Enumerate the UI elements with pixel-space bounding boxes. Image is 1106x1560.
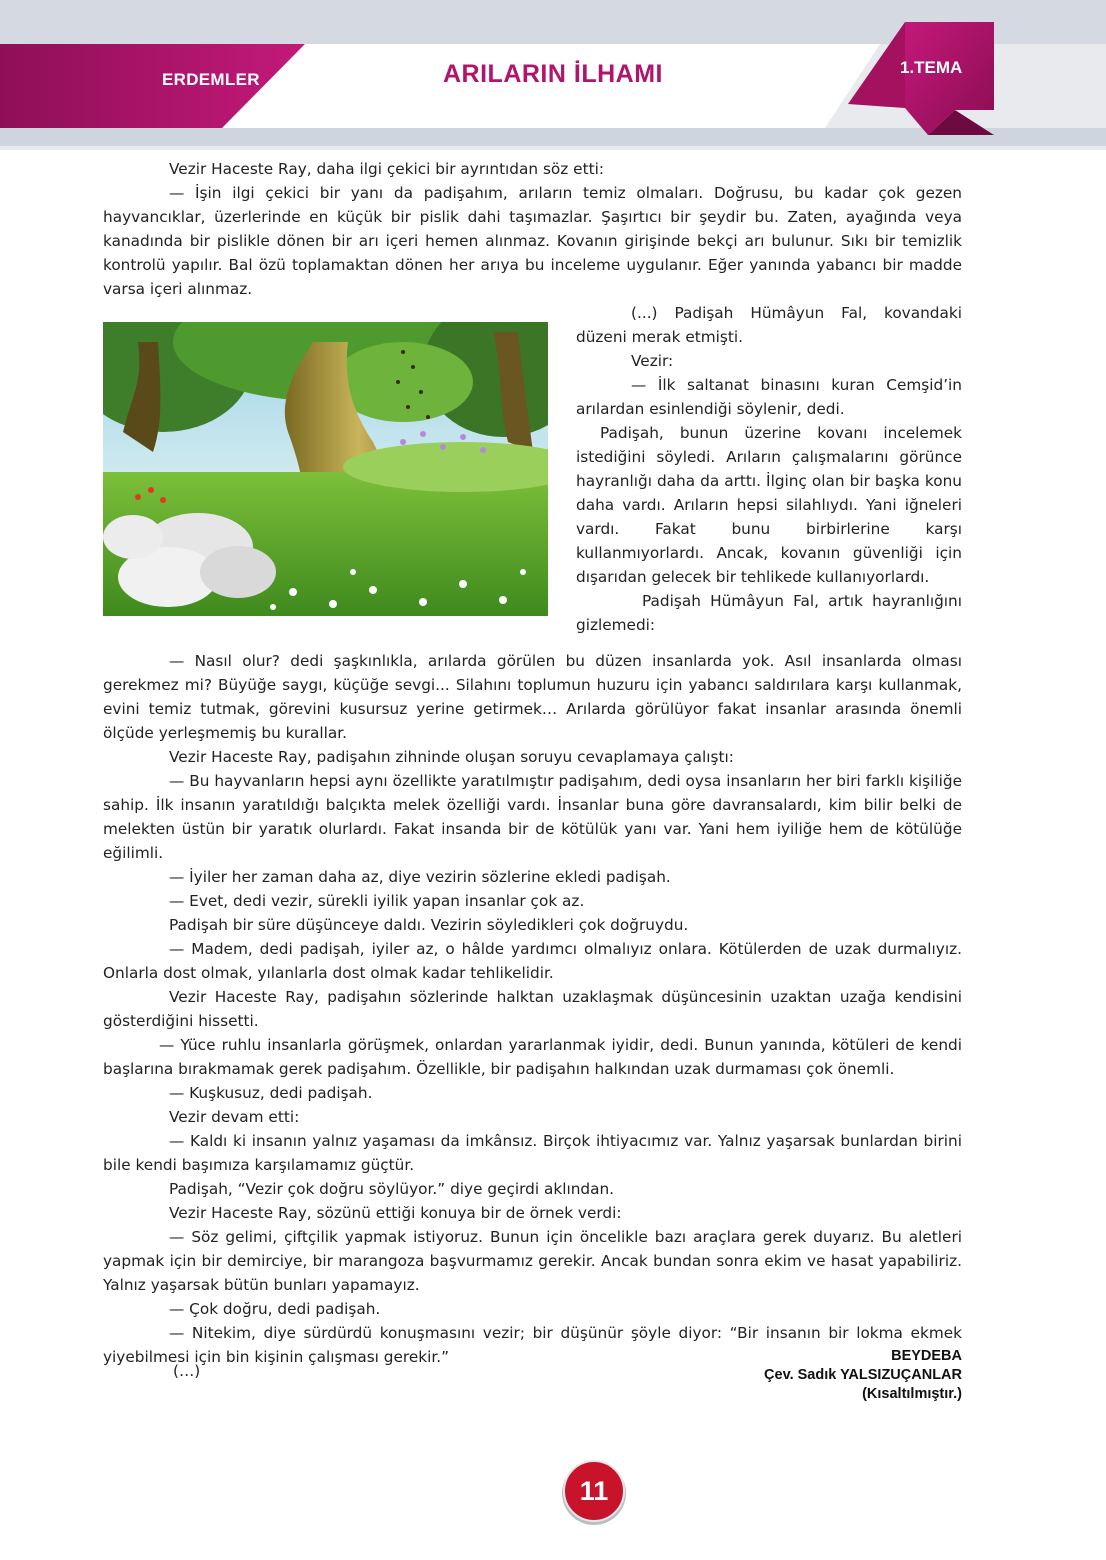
- paragraph: Padişah bir süre düşünceye daldı. Vezirin söyledikleri çok doğruydu.: [169, 916, 689, 934]
- paragraph: — Nasıl olur? dedi şaşkınlıkla, arılarda görülen bu düzen insanlarda yok. Asıl insanlarda olması gerekmez mi? Büyüğe saygı, küçüğe sevgi... Silahını toplumun huzuru için yabancı saldırılara karşı kullanmak, evini temiz tutmak, görevini kusursuz yerine getirmek… Arılarda görülüyor fakat insanlar arasında önemli ölçüde yerleşmemiş bu kurallar.: [103, 652, 962, 742]
- paragraph: Vezir Haceste Ray, padişahın sözlerinde halktan uzaklaşmak düşüncesinin uzaktan uzağa kendisini gösterdiğini hissetti.: [103, 988, 962, 1030]
- paragraph: — Çok doğru, dedi padişah.: [169, 1300, 381, 1318]
- theme-label: 1.TEMA: [900, 58, 963, 77]
- paragraph: — Kuşkusuz, dedi padişah.: [169, 1084, 373, 1102]
- paragraph: Padişah, bunun üzerine kovanı incelemek istediğini söyledi. Arıların çalışmalarını görünce hayranlığı daha da arttı. İlginç olan bir başka konu daha vardı. Arıların hepsi silahlıydı. Yani iğneleri vardı. Fakat bunu birbirlerine karşı kullanmıyorlardı. Ancak, kovanın güvenliği için dışarıdan gelecek bir tehlikede kullanıyorlardı.: [576, 424, 962, 586]
- ending-ellipsis: (…): [173, 1362, 201, 1380]
- paragraph: Vezir Haceste Ray, daha ilgi çekici bir ayrıntıdan söz etti:: [169, 160, 604, 178]
- paragraph: — Evet, dedi vezir, sürekli iyilik yapan insanlar çok az.: [169, 892, 585, 910]
- paragraph: (...) Padişah Hümâyun Fal, kovandaki düzeni merak etmişti.: [576, 304, 962, 346]
- paragraph: Vezir:: [631, 352, 674, 370]
- paragraph: — Madem, dedi padişah, iyiler az, o hâlde yardımcı olmalıyız onlara. Kötülerden de uzak durmalıyız. Onlarla dost olmak, yılanlarla dost olmak kadar tehlikelidir.: [103, 940, 962, 982]
- page-title: ARILARIN İLHAMI: [443, 60, 663, 88]
- paragraph: Padişah Hümâyun Fal, artık hayranlığını gizlemedi:: [576, 592, 962, 634]
- page-number-badge: [560, 1457, 628, 1525]
- paragraph: Vezir Haceste Ray, padişahın zihninde oluşan soruyu cevaplamaya çalıştı:: [169, 748, 734, 766]
- story-text: [103, 157, 962, 1369]
- paragraph: — Kaldı ki insanın yalnız yaşaması da imkânsız. Birçok ihtiyacımız var. Yalnız yaşarsak bunlardan birini bile kendi başımıza karşılamamız güçtür.: [103, 1132, 962, 1174]
- source-book: BEYDEBA: [891, 1348, 962, 1364]
- source-citation: [764, 1347, 962, 1404]
- paragraph: — İlk saltanat binasını kuran Cemşid’in arılardan esinlendiği söylenir, dedi.: [576, 376, 962, 418]
- paragraph: — Bu hayvanların hepsi aynı özellikte yaratılmıştır padişahım, dedi oysa insanların her biri farklı kişiliğe sahip. İlk insanın yaratıldığı balçıkta melek özelliği vardı. İnsanlar buna göre davransalardı, kim bilir belki de melekten üstün bir yaratık olurlardı. Fakat insanda bir de kötülük yanı var. Yani hem iyiliğe hem de kötülüğe eğilimli.: [103, 772, 962, 862]
- source-translator: Çev. Sadık YALSIZUÇANLAR: [764, 1367, 962, 1383]
- paragraph: — Yüce ruhlu insanlarla görüşmek, onlardan yararlanmak iyidir, dedi. Bunun yanında, kötüleri de kendi başlarına bırakmamak gerek padişahım. Özellikle, bir padişahın halkından uzak durmaması çok önemli.: [103, 1036, 962, 1078]
- paragraph: Vezir Haceste Ray, sözünü ettiği konuya bir de örnek verdi:: [169, 1204, 622, 1222]
- paragraph: — Söz gelimi, çiftçilik yapmak istiyoruz. Bunun için öncelikle bazı araçlara gerek duyarız. Bu aletleri yapmak için bir demirciye, bir marangoza başvurmamız gerekir. Ancak bundan sonra ekim ve hasat yapabiliriz. Yalnız yaşarsak bütün bunları yapamayız.: [103, 1228, 962, 1294]
- paragraph: — İşin ilgi çekici bir yanı da padişahım, arıların temiz olmaları. Doğrusu, bu kadar çok gezen hayvancıklar, üzerlerinde en küçük bir pislik dahi taşımazlar. Şaşırtıcı bir şeydir bu. Zaten, ayağında veya kanadında bir pislikle dönen bir arı içeri hemen alınmaz. Kovanın girişinde bekçi arı bulunur. Sıkı bir temizlik kontrolü yapılır. Bal özü toplamaktan dönen her arıya bu inceleme uygulanır. Eğer yanında yabancı bir madde varsa içeri alınmaz.: [103, 184, 962, 298]
- page-header: [0, 0, 1106, 150]
- page-number: 11: [579, 1476, 609, 1506]
- fantasy-tree-bees-illustration: [103, 322, 548, 616]
- source-note: (Kısaltılmıştır.): [862, 1386, 962, 1402]
- section-label: ERDEMLER: [162, 70, 260, 89]
- paragraph: — Nitekim, diye sürdürdü konuşmasını vezir; bir düşünür şöyle diyor: “Bir insanın bir lokma ekmek yiyebilmesi için bin kişinin çalışması gerekir.”: [103, 1324, 962, 1366]
- paragraph: — İyiler her zaman daha az, diye vezirin sözlerine ekledi padişah.: [169, 868, 671, 886]
- paragraph: Padişah, “Vezir çok doğru söylüyor.” diye geçirdi aklından.: [169, 1180, 615, 1198]
- paragraph: Vezir devam etti:: [169, 1108, 300, 1126]
